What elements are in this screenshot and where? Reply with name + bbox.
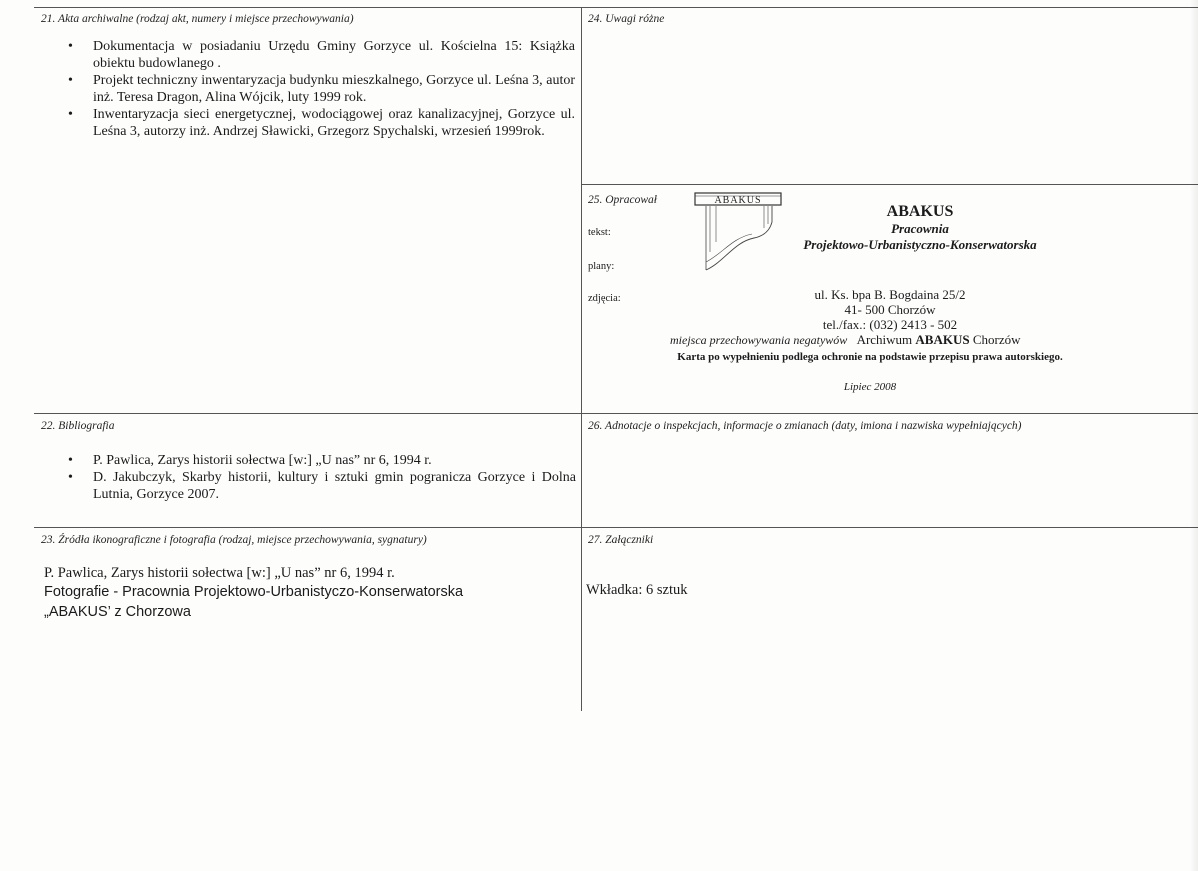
bullet-icon: • xyxy=(68,470,73,485)
top-border xyxy=(34,7,1198,8)
section-23-line-1: P. Pawlica, Zarys historii sołectwa [w:] „U nas” nr 6, 1994 r. xyxy=(44,565,395,581)
section-23-line-2: Fotografie - Pracownia Projektowo-Urbanistyczo-Konserwatorska xyxy=(44,584,464,600)
firm-name: ABAKUS xyxy=(886,203,954,220)
section-26-header: 26. Adnotacje o inspekcjach, informacje o zmianach (daty, imiona i nazwiska wypełniających) xyxy=(588,420,1022,432)
bullet-icon: • xyxy=(68,107,73,122)
list-item: • Projekt techniczny inwentaryzacja budynku mieszkalnego, Gorzyce ul. Leśna 3, autor inż. Teresa Dragon, Alina Wójcik, luty 1999 rok. xyxy=(68,73,575,105)
label-photos: zdjęcia: xyxy=(588,293,621,304)
address-line-1: ul. Ks. bpa B. Bogdaina 25/2 xyxy=(814,287,966,302)
divider-row3 xyxy=(34,527,1198,528)
section-23-line-3: „ABAKUS’ z Chorzowa xyxy=(44,604,191,620)
negatives-line xyxy=(670,331,1070,349)
list-item: • Dokumentacja w posiadaniu Urzędu Gminy Gorzyce ul. Kościelna 15: Książka obiektu budowlanego . xyxy=(68,39,575,71)
copyright-note: Karta po wypełnieniu podlega ochronie na podstawie przepisu prawa autorskiego. xyxy=(677,351,1063,363)
address-line-3: tel./fax.: (032) 2413 - 502 xyxy=(822,317,958,332)
negatives-value: Archiwum ABAKUS Chorzów xyxy=(856,332,1021,347)
list-item: • Inwentaryzacja sieci energetycznej, wodociągowej oraz kanalizacyjnej, Gorzyce ul. Leśna 3, autorzy inż. Andrzej Sławicki, Grzegorz Spychalski, wrzesień 1999rok. xyxy=(68,107,575,139)
document-date: Lipiec 2008 xyxy=(843,381,897,393)
section-23-header: 23. Źródła ikonograficzne i fotografia (rodzaj, miejsce przechowywania, sygnatury) xyxy=(41,534,427,546)
section-24-header: 24. Uwagi różne xyxy=(588,13,665,25)
svg-text:ABAKUS: ABAKUS xyxy=(714,195,762,206)
abakus-logo xyxy=(694,192,784,274)
attachments-count: Wkładka: 6 sztuk xyxy=(586,582,688,598)
page-edge-shadow xyxy=(1190,0,1198,871)
bullet-icon: • xyxy=(68,39,73,54)
label-plans: plany: xyxy=(588,261,615,272)
list-item: • D. Jakubczyk, Skarby historii, kultury i sztuki gmin pogranicza Gorzyce i Dolna Lutnia, Gorzyce 2007. xyxy=(68,470,576,502)
divider-row2 xyxy=(34,413,1198,414)
firm-line-2: Pracownia xyxy=(891,221,949,236)
divider-24-25 xyxy=(581,184,1198,185)
address-line-2: 41- 500 Chorzów xyxy=(844,302,936,317)
list-item: • P. Pawlica, Zarys historii sołectwa [w:] „U nas” nr 6, 1994 r. xyxy=(68,453,432,468)
negatives-label: miejsca przechowywania negatywów xyxy=(670,333,848,347)
section-21-header: 21. Akta archiwalne (rodzaj akt, numery i miejsce przechowywania) xyxy=(41,13,354,25)
label-text: tekst: xyxy=(588,227,611,238)
section-22-header: 22. Bibliografia xyxy=(41,420,115,432)
section-27-header: 27. Załączniki xyxy=(588,534,654,546)
section-22-list xyxy=(68,452,576,503)
section-25-header: 25. Opracował xyxy=(588,194,657,206)
column-divider xyxy=(581,7,582,711)
section-21-list xyxy=(68,38,575,140)
bullet-icon: • xyxy=(68,73,73,88)
firm-line-3: Projektowo-Urbanistyczno-Konserwatorska xyxy=(803,237,1037,252)
bullet-icon: • xyxy=(68,453,73,468)
